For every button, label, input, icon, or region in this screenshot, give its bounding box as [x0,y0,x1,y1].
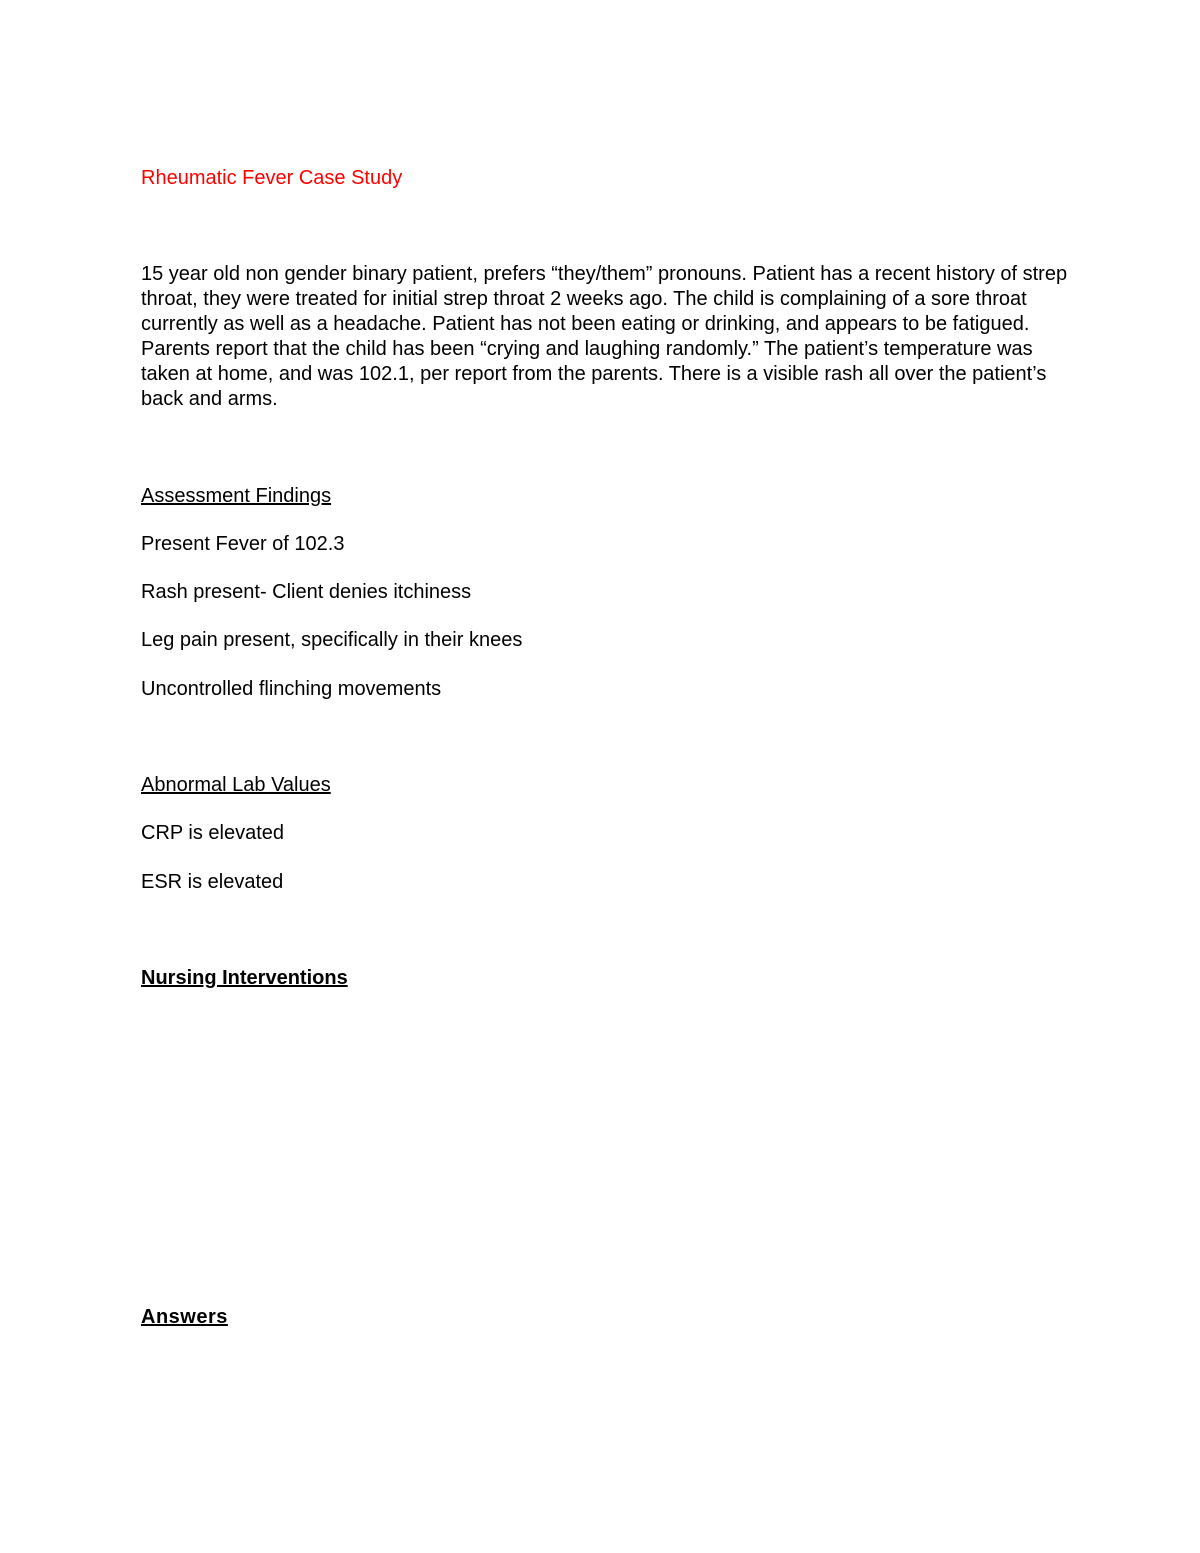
assessment-finding: Uncontrolled flinching movements [141,678,442,700]
abnormal-lab-values-heading: Abnormal Lab Values [141,774,331,796]
lab-value: ESR is elevated [141,871,284,893]
nursing-interventions-heading: Nursing Interventions [141,967,348,989]
answers-heading: Answers [141,1306,228,1328]
lab-value: CRP is elevated [141,822,285,844]
case-description: 15 year old non gender binary patient, prefers “they/them” pronouns. Patient has a recent history of strep throat, they were treated for initial strep throat 2 weeks ago. The child is complaining of a sore throat currently as well as a headache. Patient has not been eating or drinking, and appears to be fatigued. Parents report that the child has been “crying and laughing randomly.” The patient’s temperature was taken at home, and was 102.1, per report from the parents. There is a visible rash all over the patient’s back and arms. [141,263,1068,410]
document-title: Rheumatic Fever Case Study [141,167,403,189]
assessment-findings-heading: Assessment Findings [141,485,332,507]
assessment-finding: Present Fever of 102.3 [141,533,345,555]
assessment-finding: Leg pain present, specifically in their knees [141,629,523,651]
assessment-finding: Rash present- Client denies itchiness [141,581,472,603]
